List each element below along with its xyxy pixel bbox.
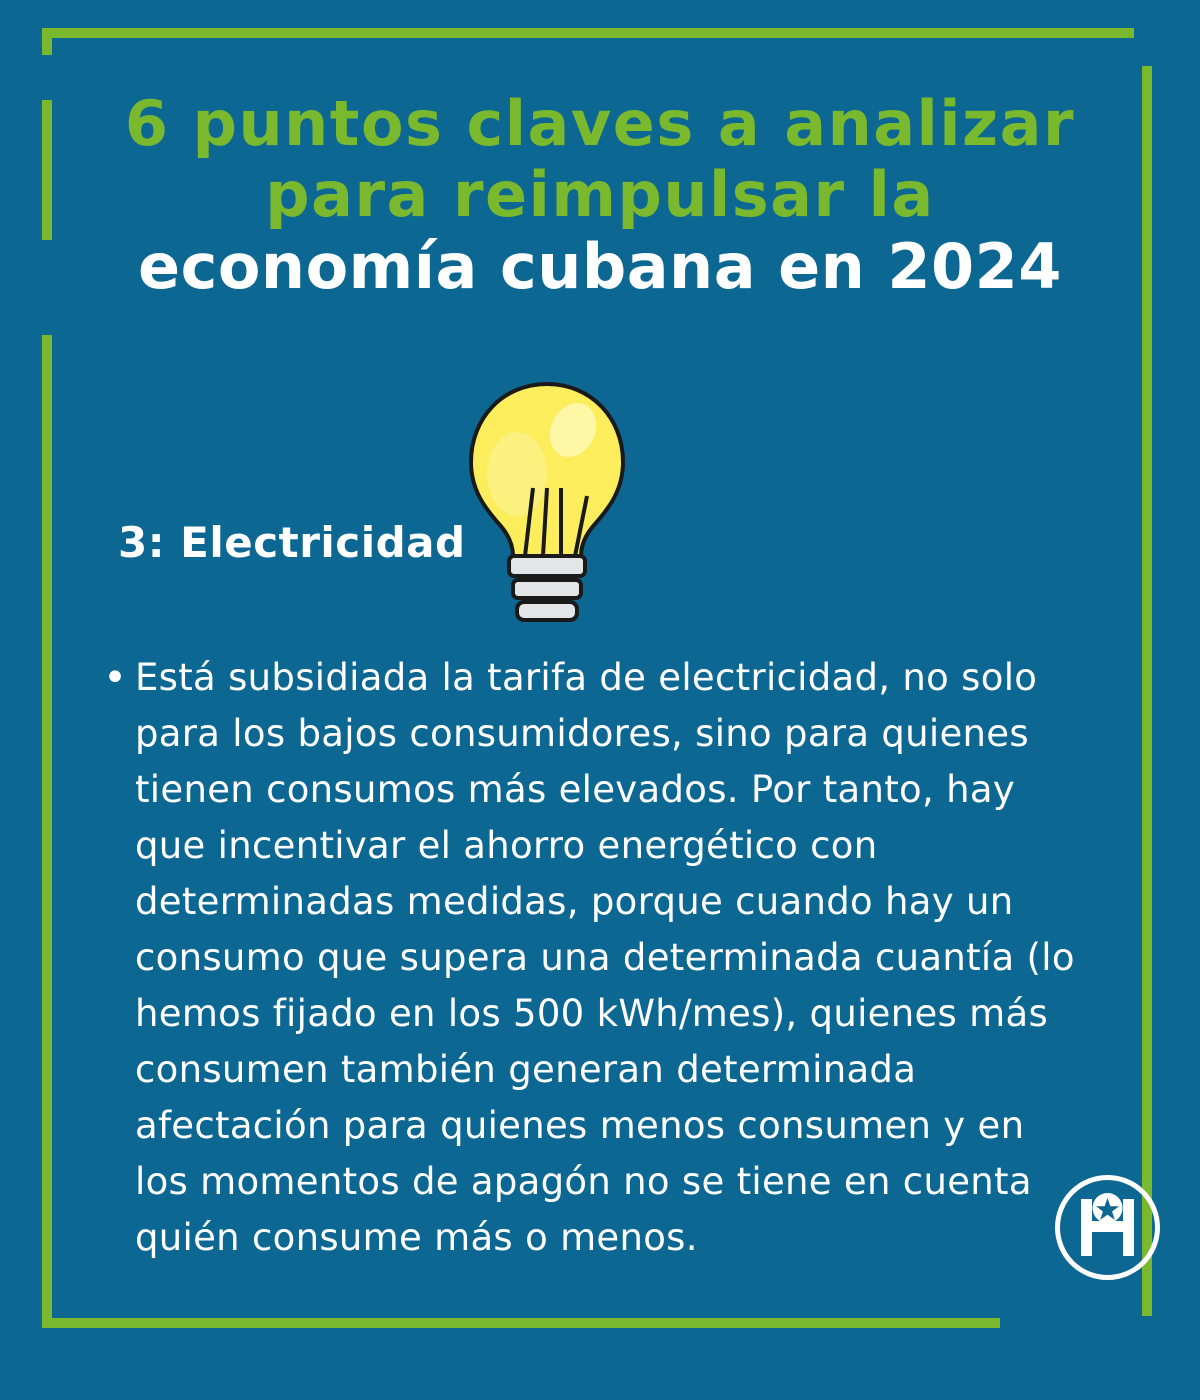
publication-logo-icon — [1055, 1175, 1160, 1280]
bullet-text: Está subsidiada la tarifa de electricidad, no solo para los bajos consumidores, sino para quienes tienen consumos más elevados. Por tanto, hay que incentivar el ahorro energético con determinadas medidas, porque cuando hay un consumo que supera una determinada cuantía (lo hemos fijado en los 500 kWh/mes), quienes más consumen también generan determinada afectación para quienes menos consumen y en los momentos de apagón no se tiene en cuenta quién consume más o menos. — [135, 656, 1075, 1259]
list-item — [95, 650, 1085, 1266]
section-subtitle: 3: Electricidad — [118, 518, 466, 567]
title-line-1: 6 puntos claves a analizar — [124, 87, 1076, 160]
page-title — [90, 88, 1110, 302]
title-line-2: para reimpulsar la — [265, 158, 935, 232]
body-text — [95, 650, 1085, 1266]
title-line-3: economía cubana en 2024 — [138, 229, 1062, 303]
bullet-marker-icon: • — [103, 655, 127, 701]
lightbulb-icon — [455, 378, 640, 633]
